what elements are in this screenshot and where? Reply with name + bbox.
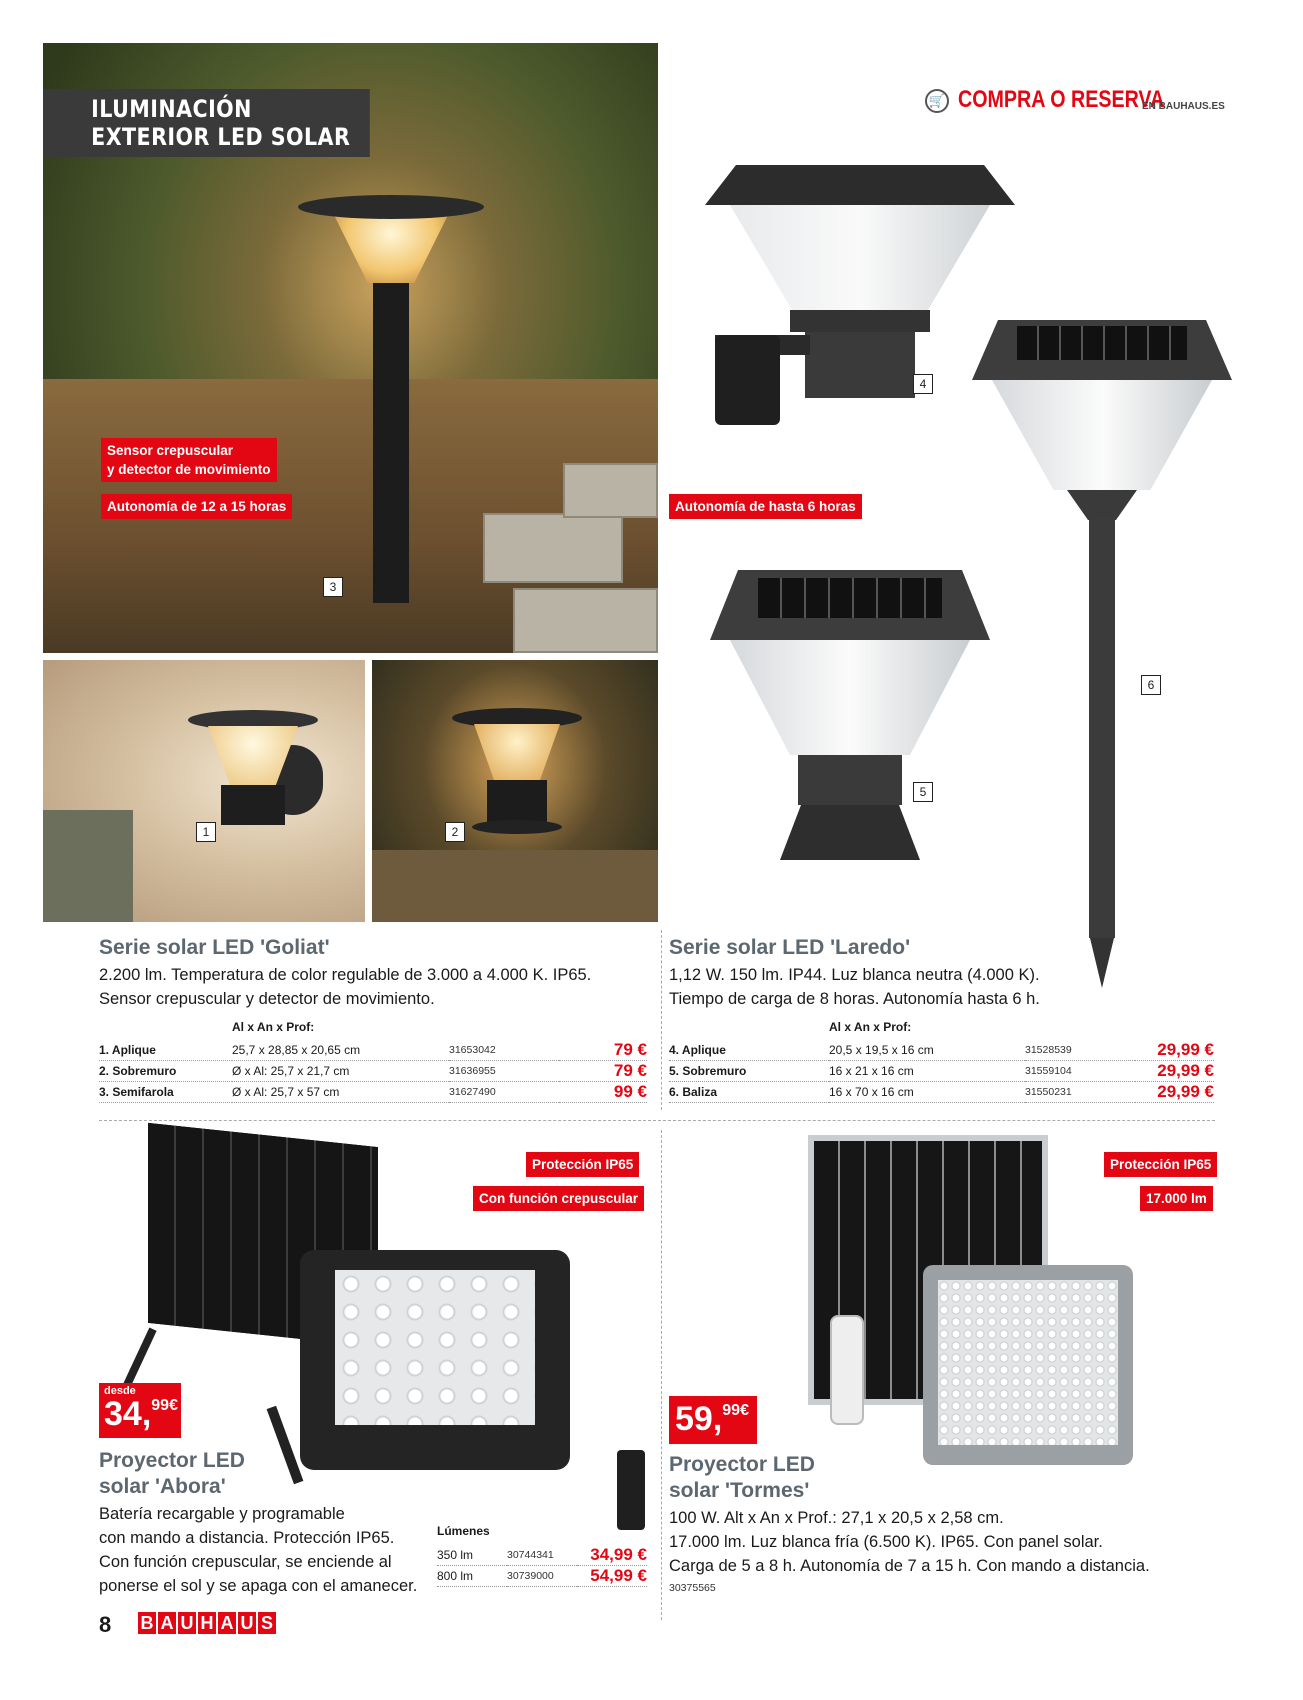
row-code: 31653042 xyxy=(449,1040,559,1061)
row-name: 4. Aplique xyxy=(669,1040,829,1061)
abora-price-badge xyxy=(99,1383,181,1438)
goliat-spec-table xyxy=(99,1040,647,1103)
row-name: 3. Semifarola xyxy=(99,1082,232,1103)
row-dims: Ø x Al: 25,7 x 21,7 cm xyxy=(232,1061,449,1082)
table-row xyxy=(669,1082,1214,1103)
abora-desc: Batería recargable y programable con mando a distancia. Protección IP65. Con función crepuscular, se enciende al ponerse el sol y se apaga con el amanecer. xyxy=(99,1505,418,1595)
row-code: 31528539 xyxy=(1025,1040,1135,1061)
row-name: 350 lm xyxy=(437,1545,507,1566)
row-price: 29,99 € xyxy=(1135,1082,1214,1103)
image-number-2: 2 xyxy=(445,822,465,842)
table-row xyxy=(437,1566,647,1587)
row-price: 29,99 € xyxy=(1135,1040,1214,1061)
row-name: 800 lm xyxy=(437,1566,507,1587)
row-name: 1. Aplique xyxy=(99,1040,232,1061)
price-cents: 99€ xyxy=(722,1402,749,1419)
section-title: ILUMINACIÓN EXTERIOR LED SOLAR xyxy=(43,89,370,157)
page-number: 8 xyxy=(99,1612,112,1637)
image-number-3: 3 xyxy=(323,577,343,597)
cart-icon[interactable]: 🛒 xyxy=(925,89,949,113)
remote-control xyxy=(617,1450,645,1530)
photo-sobremuro xyxy=(372,660,658,922)
row-name: 5. Sobremuro xyxy=(669,1061,829,1082)
goliat-spec-header: Al x An x Prof: xyxy=(232,1020,315,1034)
row-code: 31636955 xyxy=(449,1061,559,1082)
row-code: 31550231 xyxy=(1025,1082,1135,1103)
column-divider xyxy=(661,1130,662,1620)
row-code: 31559104 xyxy=(1025,1061,1135,1082)
tormes-code: 30375565 xyxy=(669,1582,716,1594)
row-price: 29,99 € xyxy=(1135,1061,1214,1082)
row-name: 6. Baliza xyxy=(669,1082,829,1103)
tag-tormes-lumens: 17.000 lm xyxy=(1140,1186,1213,1211)
row-dims: 16 x 70 x 16 cm xyxy=(829,1082,1025,1103)
image-number-4: 4 xyxy=(913,374,933,394)
image-number-6: 6 xyxy=(1141,675,1161,695)
row-code: 30744341 xyxy=(507,1545,577,1566)
tag-tormes-ip: Protección IP65 xyxy=(1104,1152,1217,1177)
product-laredo-sobremuro xyxy=(710,570,990,890)
abora-title: Proyector LED solar 'Abora' xyxy=(99,1449,245,1498)
tag-abora-function: Con función crepuscular xyxy=(473,1186,644,1211)
table-row xyxy=(99,1061,647,1082)
row-dims: Ø x Al: 25,7 x 57 cm xyxy=(232,1082,449,1103)
tag-goliat-sensor: Sensor crepuscular y detector de movimiento xyxy=(101,438,277,482)
row-dims: 20,5 x 19,5 x 16 cm xyxy=(829,1040,1025,1061)
laredo-desc-2: Tiempo de carga de 8 horas. Autonomía hasta 6 h. xyxy=(669,990,1040,1008)
goliat-desc-1: 2.200 lm. Temperatura de color regulable de 3.000 a 4.000 K. IP65. xyxy=(99,966,592,984)
laredo-spec-table xyxy=(669,1040,1214,1103)
abora-spec-table xyxy=(437,1545,647,1587)
tormes-title: Proyector LED solar 'Tormes' xyxy=(669,1453,815,1502)
tag-laredo-autonomy: Autonomía de hasta 6 horas xyxy=(669,494,862,519)
shop-suffix: EN BAUHAUS.ES xyxy=(1142,101,1225,112)
price-int: 34, xyxy=(104,1395,152,1433)
table-row xyxy=(669,1061,1214,1082)
bauhaus-logo: B A U H A U S xyxy=(138,1612,276,1634)
table-row xyxy=(99,1082,647,1103)
row-name: 2. Sobremuro xyxy=(99,1061,232,1082)
laredo-spec-header: Al x An x Prof: xyxy=(829,1020,912,1034)
row-price: 79 € xyxy=(559,1040,647,1061)
table-row xyxy=(99,1040,647,1061)
row-price: 99 € xyxy=(559,1082,647,1103)
tormes-price-badge xyxy=(669,1396,757,1444)
row-code: 30739000 xyxy=(507,1566,577,1587)
price-cents: 99€ xyxy=(151,1397,178,1414)
tag-abora-ip: Protección IP65 xyxy=(526,1152,639,1177)
tag-goliat-autonomy: Autonomía de 12 a 15 horas xyxy=(101,494,292,519)
product-laredo-baliza xyxy=(972,320,1232,1000)
product-tormes xyxy=(800,1135,1140,1475)
laredo-desc-1: 1,12 W. 150 lm. IP44. Luz blanca neutra (4.000 K). xyxy=(669,966,1040,984)
row-dims: 16 x 21 x 16 cm xyxy=(829,1061,1025,1082)
row-dims: 25,7 x 28,85 x 20,65 cm xyxy=(232,1040,449,1061)
row-code: 31627490 xyxy=(449,1082,559,1103)
section-divider xyxy=(99,1120,1215,1121)
goliat-title: Serie solar LED 'Goliat' xyxy=(99,936,330,959)
abora-spec-header: Lúmenes xyxy=(437,1524,490,1538)
row-price: 54,99 € xyxy=(577,1566,647,1587)
table-row xyxy=(437,1545,647,1566)
laredo-title: Serie solar LED 'Laredo' xyxy=(669,936,911,959)
column-divider xyxy=(661,930,662,1110)
image-number-1: 1 xyxy=(196,822,216,842)
row-price: 34,99 € xyxy=(577,1545,647,1566)
row-price: 79 € xyxy=(559,1061,647,1082)
price-int: 59, xyxy=(675,1400,723,1438)
price-prefix: desde xyxy=(104,1385,136,1397)
tormes-desc: 100 W. Alt x An x Prof.: 27,1 x 20,5 x 2,58 cm. 17.000 lm. Luz blanca fría (6.500 K). IP65. Con panel solar. Carga de 5 a 8 h. Autonomía de 7 a 15 h. Con mando a distancia. xyxy=(669,1509,1150,1575)
table-row xyxy=(669,1040,1214,1061)
shop-label[interactable]: COMPRA O RESERVA xyxy=(958,86,1165,113)
image-number-5: 5 xyxy=(913,782,933,802)
goliat-desc-2: Sensor crepuscular y detector de movimiento. xyxy=(99,990,435,1008)
photo-aplique xyxy=(43,660,365,922)
